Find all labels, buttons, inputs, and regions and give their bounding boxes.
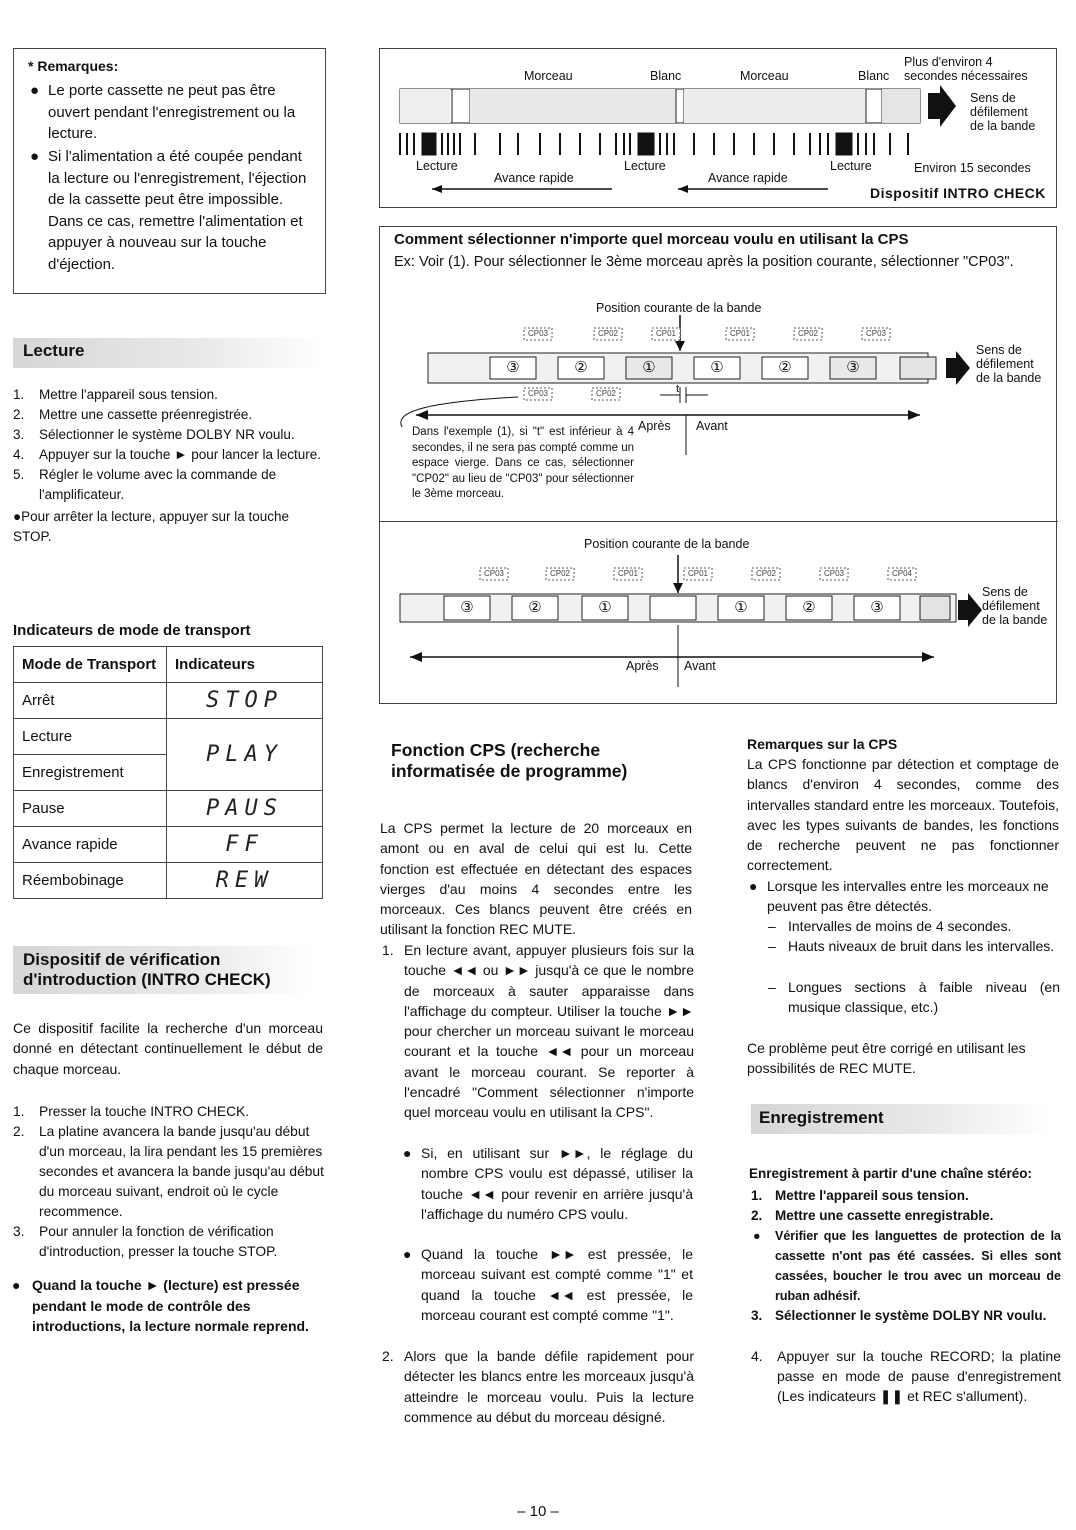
song-segment [882, 89, 920, 123]
label-apres: Après [626, 659, 659, 673]
enreg-step-2: 2. Mettre une cassette enregistrable. [751, 1208, 994, 1223]
label-avance: Avance rapide [708, 171, 788, 185]
cp-label: CP01 [687, 569, 708, 578]
label-apres: Après [638, 419, 671, 433]
table-row [14, 791, 323, 827]
cp-label: CP04 [891, 569, 912, 578]
track-number: ② [778, 359, 792, 376]
cps-remarks-bullet: ● Lorsque les intervalles entre les morceaux ne peuvent pas être détectés. [749, 878, 1049, 915]
track-number: ① [642, 359, 656, 376]
cp-label: CP03 [527, 389, 548, 398]
label-avant: Avant [684, 659, 716, 673]
current-position-arrow [675, 341, 685, 351]
transport-table [13, 646, 323, 899]
transport-heading: Indicateurs de mode de transport [13, 622, 251, 639]
col-indicator-header: Indicateurs [167, 647, 323, 683]
cps-bullet-2: ● Quand la touche ►► est pressée, le morceau suivant est compté comme "1" et quand la touche ◄◄ est pressée, le morceau courant est compté comme "1". [403, 1246, 693, 1323]
cp-label: CP02 [595, 389, 616, 398]
cp-label: CP02 [755, 569, 776, 578]
table-header-row [14, 647, 323, 683]
cps-remarks-dash-3: – Longues sections à faible niveau (en musique classique, etc.) [768, 979, 1060, 1016]
direction-arrow-icon [946, 351, 970, 385]
mode-cell: Arrêt [14, 683, 167, 719]
top-note-2: secondes nécessaires [904, 69, 1028, 83]
intro-step: 2. La platine avancera la bande jusqu'au début d'un morceau, la lira pendant les 15 premières secondes et avancera la bande jusqu'au début du morceau suivant, endroit où le cycle recommence. [13, 1124, 324, 1219]
lecture-step: 4. Appuyer sur la touche ► pour lancer la lecture. [13, 447, 322, 462]
direction-arrow-icon [928, 85, 956, 127]
cps-remarks-intro: La CPS fonctionne par détection et comptage de blancs d'environ 4 secondes, comme des intervalles standard entre les morceaux. Toutefois, avec les types suivants de bandes, les fonctions de recherche peuvent ne pas fonctionner correctement. [747, 756, 1059, 874]
track-number: ① [598, 599, 612, 616]
table-row [14, 683, 323, 719]
intro-step: 1. Presser la touche INTRO CHECK. [13, 1104, 250, 1119]
direction-label: Sens de défilement de la bande [970, 91, 1036, 133]
mode-cell: Lecture [14, 719, 167, 755]
lecture-heading: Lecture [13, 338, 326, 368]
cp-label: CP01 [729, 329, 750, 338]
lecture-step: 3. Sélectionner le système DOLBY NR voulu. [13, 427, 295, 442]
track-number: ② [802, 599, 816, 616]
cps-remarks-dash-2: – Hauts niveaux de bruit dans les intervalles. [768, 938, 1055, 954]
track-number: ② [574, 359, 588, 376]
current-position-arrow [673, 583, 683, 593]
cps-remarks-fix: Ce problème peut être corrigé en utilisant les possibilités de REC MUTE. [747, 1040, 1026, 1077]
table-row [14, 827, 323, 863]
indicator-cell: STOP [167, 683, 323, 719]
intro-desc: Ce dispositif facilite la recherche d'un morceau donné en détectant continuellement le début de chaque morceau. [13, 1020, 323, 1077]
current-position-label: Position courante de la bande [584, 537, 750, 551]
intro-steps [13, 1102, 325, 1262]
track-number: ② [528, 599, 542, 616]
cp-label: CP03 [527, 329, 548, 338]
cps-remarks-heading: Remarques sur la CPS [747, 736, 898, 752]
mode-cell: Pause [14, 791, 167, 827]
track-number: ③ [846, 359, 860, 376]
song-segment [684, 89, 866, 123]
diagram-caption: Dispositif INTRO CHECK [870, 185, 1046, 201]
cps-remarks-dash-1: – Intervalles de moins de 4 secondes. [768, 918, 1012, 934]
enreg-bullet: ● Vérifier que les languettes de protection de la cassette n'ont pas été cassées. Si elles sont cassées, boucher le trou avec un morceau de ruban adhésif. [753, 1229, 1061, 1303]
t-label: t [676, 383, 680, 395]
mode-cell: Réembobinage [14, 863, 167, 899]
cps-step-2: 2. Alors que la bande défile rapidement pour détecter les blancs entre les morceaux jusqu'à atteindre le morceau voulu. Puis la lecture commence au début du morceau désigné. [382, 1348, 694, 1425]
label-blanc: Blanc [858, 69, 890, 83]
indicator-cell: REW [167, 863, 323, 899]
cps-step-1: 1. En lecture avant, appuyer plusieurs fois sur la touche ◄◄ ou ►► jusqu'à ce que le nombre de morceaux à sauter apparaisse dans l'affichage du compteur. Utiliser la touche ►► pour chercher un morceau suivant le morceau courant et la touche ◄◄ pour un morceau avant le morceau courant. Se reporter à l'encadré "Comment sélectionner n'importe quel morceau voulu en utilisant la CPS". [382, 942, 694, 1121]
blank-segment [452, 89, 470, 123]
remarks-title: * Remarques: [28, 58, 119, 74]
enreg-step-3: 3. Sélectionner le système DOLBY NR voulu. [751, 1308, 1047, 1323]
cp-label: CP03 [865, 329, 886, 338]
lecture-step: 5. Régler le volume avec la commande de l'amplificateur. [13, 467, 277, 502]
label-morceau: Morceau [740, 69, 789, 83]
label-morceau: Morceau [524, 69, 573, 83]
scan-ticks [400, 133, 908, 155]
cps-box-title: Comment sélectionner n'importe quel morceau voulu en utilisant la CPS [394, 231, 909, 248]
cps-heading: Fonction CPS (recherche informatisée de programme) [391, 740, 628, 781]
cp-label: CP02 [597, 329, 618, 338]
cp-label: CP03 [483, 569, 504, 578]
indicator-cell: PLAY [167, 719, 323, 791]
tape-segment [400, 89, 450, 123]
enreg-step-1: 1. Mettre l'appareil sous tension. [751, 1188, 969, 1203]
remarks-item-2: ● Si l'alimentation a été coupée pendant la lecture ou l'enregistrement, l'éjection de la cassette peut être impossible. Dans ce cas, remettre l'alimentation et appuyer à nouveau sur la touche d'éjection. [30, 148, 307, 273]
track-number: ③ [460, 599, 474, 616]
label-blanc: Blanc [650, 69, 682, 83]
mode-cell: Avance rapide [14, 827, 167, 863]
enreg-step-4: 4. Appuyer sur la touche RECORD; la platine passe en mode de pause d'enregistrement (Les indicateurs ❚❚ et REC s'allument). [751, 1348, 1061, 1404]
track-number: ① [710, 359, 724, 376]
intro-note: ● Quand la touche ► (lecture) est pressée pendant le mode de contrôle des introductions, la lecture normale reprend. [12, 1277, 309, 1334]
lecture-step: 1. Mettre l'appareil sous tension. [13, 387, 218, 402]
page-number: – 10 – [517, 1503, 559, 1520]
label-lecture: Lecture [416, 159, 458, 173]
top-note-1: Plus d'environ 4 [904, 55, 993, 69]
lecture-steps [13, 385, 328, 547]
label-avance: Avance rapide [494, 171, 574, 185]
label-lecture: Lecture [624, 159, 666, 173]
cps-box [379, 226, 1057, 704]
col-mode-header: Mode de Transport [14, 647, 167, 683]
cp-label: CP01 [655, 329, 676, 338]
enregistrement-heading: Enregistrement [751, 1104, 1051, 1134]
direction-label: Sens de défilement de la bande [982, 585, 1048, 627]
enreg-subheading: Enregistrement à partir d'une chaîne stéréo: [749, 1166, 1033, 1181]
cp-label: CP03 [823, 569, 844, 578]
track-number: ③ [506, 359, 520, 376]
label-environ: Environ 15 secondes [914, 161, 1031, 175]
cp-label: CP02 [549, 569, 570, 578]
mode-cell: Enregistrement [14, 755, 167, 791]
cps-intro: La CPS permet la lecture de 20 morceaux en amont ou en aval de celui qui est lu. Cette fonction est effectuée en détectant des espaces vierges d'au moins 4 secondes entre les morceaux. Ces blancs peuvent être créés en utilisant la fonction REC MUTE. [380, 820, 692, 938]
blank-segment [866, 89, 882, 123]
intro-step: 3. Pour annuler la fonction de vérification d'introduction, presser la touche STOP. [13, 1224, 278, 1259]
cp-label: CP01 [617, 569, 638, 578]
table-row [14, 863, 323, 899]
intro-heading: Dispositif de vérification d'introduction (INTRO CHECK) [13, 946, 313, 994]
track-number: ③ [870, 599, 884, 616]
lecture-step: 2. Mettre une cassette préenregistrée. [13, 407, 253, 422]
indicator-cell: PAUS [167, 791, 323, 827]
cps-bullet-1: ● Si, en utilisant sur ►►, le réglage du nombre CPS voulu est dépassé, utiliser la touche ◄◄ pour revenir en arrière jusqu'à l'affichage du numéro CPS voulu. [403, 1145, 693, 1222]
label-avant: Avant [696, 419, 728, 433]
song-segment [470, 89, 676, 123]
current-position-label: Position courante de la bande [596, 301, 762, 315]
label-lecture: Lecture [830, 159, 872, 173]
remarks-item-1: ● Le porte cassette ne peut pas être ouvert pendant l'enregistrement ou la lecture. [30, 82, 296, 142]
indicator-cell: FF [167, 827, 323, 863]
cps-note: Dans l'exemple (1), si "t" est inférieur à 4 secondes, il ne sera pas compté comme un espace vierge. Dans ce cas, sélectionner "CP02" au lieu de "CP03" pour sélectionner le 3ème morceau. [412, 426, 634, 500]
table-row [14, 719, 323, 755]
direction-arrow-icon [958, 593, 982, 627]
track-number: ① [734, 599, 748, 616]
lecture-stop-note: ●Pour arrêter la lecture, appuyer sur la touche STOP. [13, 509, 290, 544]
direction-label: Sens de défilement de la bande [976, 343, 1042, 385]
return-arrow [401, 397, 518, 427]
intro-check-diagram [379, 48, 1057, 208]
cps-box-example: Ex: Voir (1). Pour sélectionner le 3ème morceau après la position courante, sélectionner "CP03". [394, 254, 1014, 270]
cp-label: CP02 [797, 329, 818, 338]
blank-segment [676, 89, 684, 123]
